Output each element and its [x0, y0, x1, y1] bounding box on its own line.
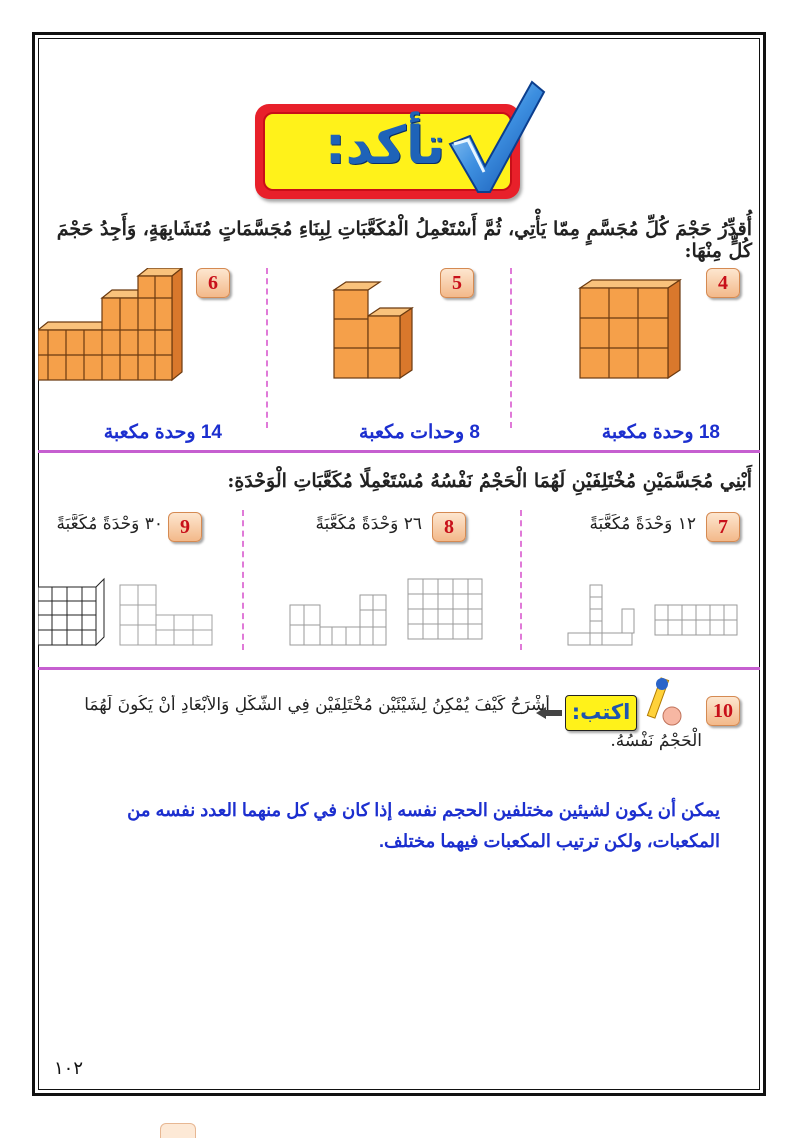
answer-item-6: 14 وحدة مكعبة [103, 422, 222, 443]
divider-dashed [266, 268, 268, 428]
cube-figure-4 [568, 278, 688, 388]
outline-cubes-9 [38, 575, 218, 650]
item-7-label: ١٢ وَحْدَةً مُكَعَّبَةً [589, 514, 696, 534]
outline-cubes-8 [282, 575, 492, 650]
item-number-4: 4 [706, 268, 740, 298]
item-number-10: 10 [706, 696, 740, 726]
answer-item-4: 18 وحدة مكعبة [601, 422, 720, 443]
write-answer: يمكن أن يكون لشيئين مختلفين الحجم نفسه إذا كان في كل منهما العدد نفسه من المكعبات، ولكن ترتيب المكعبات فيهما مختلف. [127, 800, 720, 851]
write-question-line2: الْحَجْمُ نَفْسُهُ. [610, 731, 702, 751]
item-number-6: 6 [196, 268, 230, 298]
write-badge: اكتب: [565, 695, 637, 731]
page-title: تأكد: [324, 116, 445, 176]
item-number-9: 9 [168, 512, 202, 542]
item-9-label: ٣٠ وَحْدَةً مُكَعَّبَةً [56, 514, 163, 534]
pencil-mascot-icon [640, 672, 688, 728]
answer-item-5: 8 وحدات مكعبة [359, 422, 480, 443]
divider-dashed [520, 510, 522, 650]
section-divider [38, 450, 760, 453]
item-8-label: ٢٦ وَحْدَةً مُكَعَّبَةً [315, 514, 422, 534]
item-number-5: 5 [440, 268, 474, 298]
cube-figure-5 [328, 278, 418, 388]
section-a-instruction: أُقدِّرُ حَجْمَ كُلِّ مُجَسَّمٍ مِمّا يَأْتِي، ثُمَّ أَسْتَعْمِلُ الْمُكَعَّبَاتِ لِبِنَاءِ مُجَسَّمَاتٍ مُتَشَابِهَةٍ، وَأَجِدُ حَجْمَ كُلٍّ مِنْهَا: [56, 218, 752, 262]
item-number-7: 7 [706, 512, 740, 542]
outline-cubes-7 [560, 575, 745, 650]
item-number-8: 8 [432, 512, 466, 542]
write-question-line1: أَشْرَحُ كَيْفَ يُمْكِنُ لِشَيْئَيْنِ مُخْتَلِفَيْنِ فِي الشَّكْلِ وَالأَبْعَادِ أَنْ يَكُونَ لَهُمَا [84, 695, 550, 715]
divider-dashed [510, 268, 512, 428]
checkmark-icon [440, 74, 550, 199]
cube-figure-6 [38, 268, 188, 388]
divider-dashed [242, 510, 244, 650]
title-banner [255, 104, 520, 199]
section-b-instruction: أَبْنِي مُجَسَّمَيْنِ مُخْتَلِفَيْنِ لَهُمَا الْحَجْمُ نَفْسُهُ مُسْتَعْمِلًا مُكَعَّبَاتِ الْوَحْدَةِ: [227, 470, 752, 492]
section-divider [38, 667, 760, 670]
page-number: ١٠٢ [54, 1058, 84, 1079]
